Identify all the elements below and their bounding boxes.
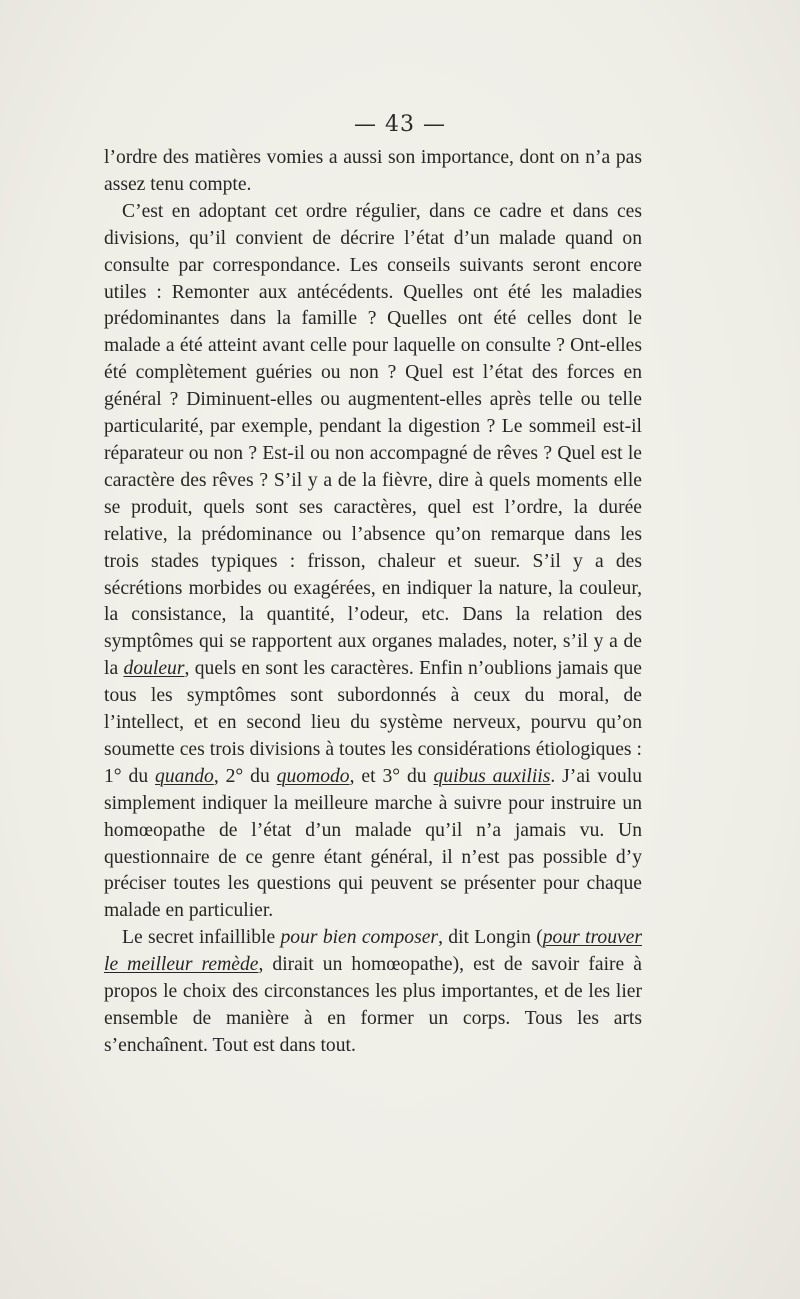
text-segment: l’ordre des matières vomies a aussi son importance, dont on n’a pas assez tenu compte. bbox=[104, 147, 642, 195]
text-segment: , 2° du bbox=[213, 765, 277, 787]
italic-quote-pour-trouver: pour trouver le meilleur remède bbox=[104, 927, 643, 976]
paragraph-2 bbox=[104, 199, 642, 925]
body-text bbox=[104, 145, 642, 1060]
text-segment: , dirait un homœopathe), est de savoir faire à propos le choix des circonstances les plus importantes, et de les lier ensemble de manière à en former un corps. Tous les arts s’enchaînent. Tout est dans tout. bbox=[104, 954, 642, 1056]
text-segment: C’est en adoptant cet ordre régulier, dans ce cadre et dans ces divisions, qu’il convient de décrire l’état d’un malade quand on consulte par correspondance. Les conseils suivants seront encore utiles : Remonter aux antécédents. Quelles ont été les maladies prédominantes dans la famille ? Quelles ont été celles dont le malade a été atteint avant celle pour laquelle on consulte ? Ont-elles été complètement guéries ou non ? Quel est l’état des forces en général ? Diminuent-elles ou augmentent-elles après telle ou telle particularité, par exemple, pendant la digestion ? Le sommeil est-il réparateur ou non ? Est-il ou non accompagné de rêves ? Quel est le caractère des rêves ? S’il y a de la fièvre, dire à quels moments elle se produit, quels sont ses caractères, quel est l’ordre, la durée relative, la prédominance ou l’absence qu’on remarque dans les trois stades typiques : frisson, chaleur et sueur. S’il y a des sécrétions morbides ou exagérées, en indiquer la nature, la couleur, la consistance, la quantité, l’odeur, etc. Dans la relation des symptômes qui se rapportent aux organes malades, noter, s’il y a de la bbox=[104, 200, 642, 680]
page-number: — 43 — bbox=[354, 112, 446, 137]
paragraph-3 bbox=[104, 925, 642, 1060]
text-segment: , dit Longin ( bbox=[438, 927, 543, 949]
paragraph-1 bbox=[104, 145, 642, 199]
text-segment: , quels en sont les caractères. Enfin n’oublions jamais que tous les symptômes sont subordonnés à ceux du moral, de l’intellect, et en second lieu du système nerveux, pourvu qu’on soumette ces trois divisions à toutes les considérations étiologiques : 1° du bbox=[104, 658, 642, 787]
italic-term-douleur: douleur bbox=[123, 658, 185, 680]
italic-term-quomodo: quomodo bbox=[276, 765, 350, 787]
italic-term-quibus-auxiliis: quibus auxiliis bbox=[433, 765, 551, 787]
italic-term-quando: quando bbox=[155, 765, 214, 787]
text-segment: Le secret infaillible bbox=[122, 927, 281, 949]
text-segment: , et 3° du bbox=[349, 765, 434, 787]
text-segment: . J’ai voulu simplement indiquer la meilleure marche à suivre pour instruire un homœopathe de l’état d’un malade qu’il n’a jamais vu. Un questionnaire de ce genre étant général, il n’est pas possible d’y préciser toutes les questions qui peuvent se présenter pour chaque malade en particulier. bbox=[104, 765, 642, 922]
italic-quote-pour-bien-composer: pour bien composer bbox=[280, 927, 439, 949]
